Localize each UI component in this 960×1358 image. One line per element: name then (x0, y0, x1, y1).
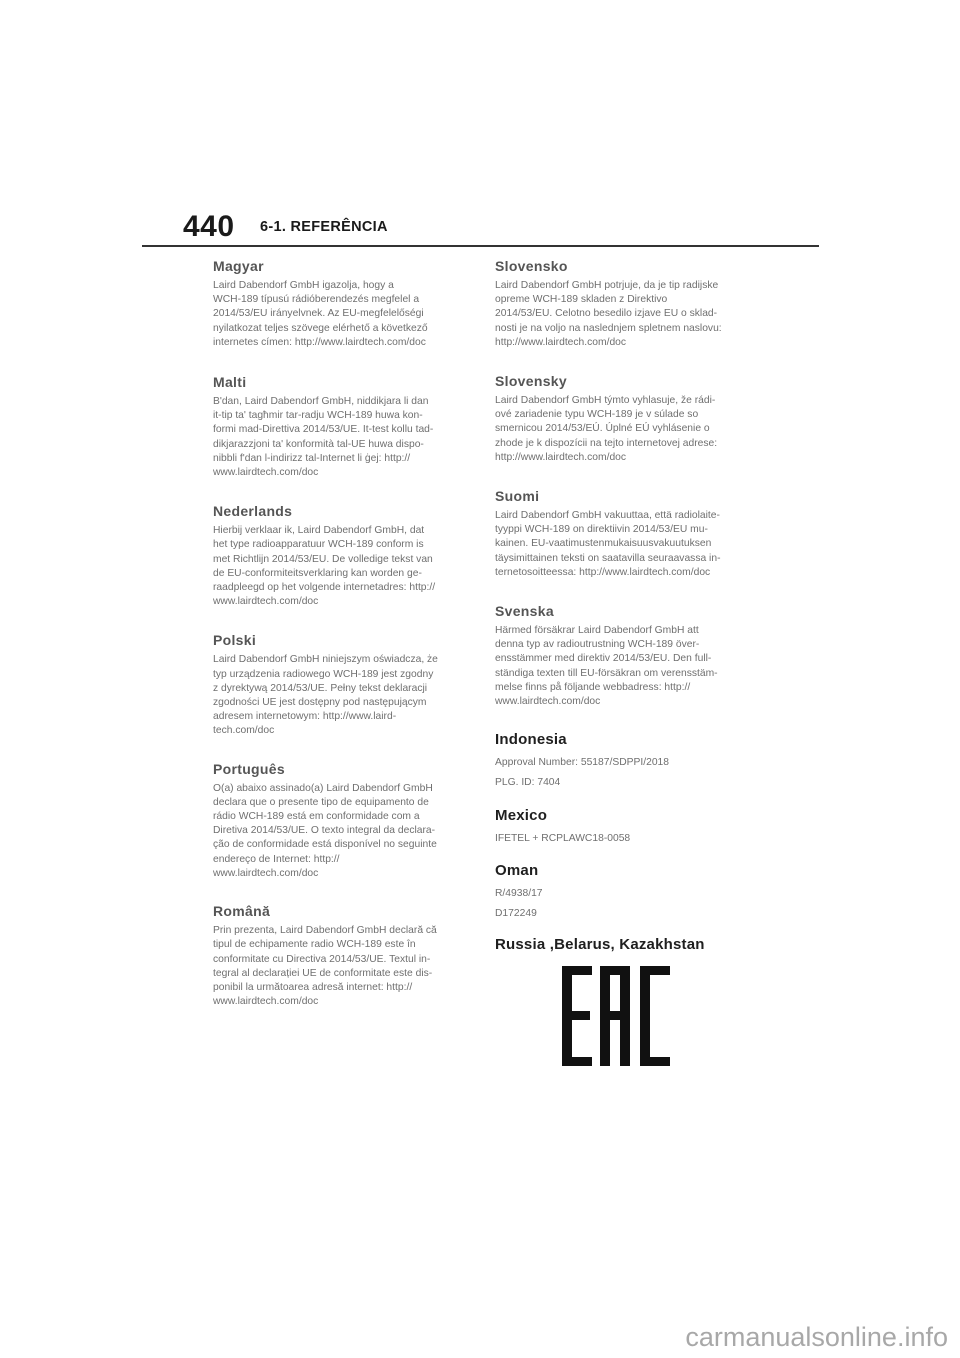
declaration-text: Laird Dabendorf GmbH potrjuje, da je tip radijske opreme WCH-189 skladen z Direktivo 2014/53/EU. Celotno besedilo izjave EU o sklad- nosti je na voljo na naslednjem spletnem naslovu: http://www.lairdtech.com/doc (495, 280, 722, 348)
declaration-polski (213, 632, 471, 738)
language-heading: Polski (213, 632, 257, 649)
left-column (213, 258, 471, 1009)
declaration-portugues (213, 761, 471, 881)
language-heading: Suomi (495, 488, 540, 505)
language-heading: Malti (213, 374, 247, 391)
language-heading: Svenska (495, 603, 554, 620)
approval-indonesia (495, 731, 753, 793)
header-divider (142, 245, 819, 247)
eac-certification-mark (562, 966, 672, 1066)
watermark-text: carmanualsonline.info (685, 1322, 948, 1352)
language-heading: Română (213, 903, 271, 920)
approval-eurasian (495, 936, 753, 953)
declaration-text: O(a) abaixo assinado(a) Laird Dabendorf GmbH declara que o presente tipo de equipamento de rádio WCH-189 está em conformidade com a Diretiva 2014/53/UE. O texto integral da declara- ção de conformidade está disponível no seguinte endereço de Internet: http:// www.lairdtech.com/doc (213, 782, 437, 879)
declaration-text: Laird Dabendorf GmbH týmto vyhlasuje, že rádi- ové zariadenie typu WCH-189 je v súlade so smernicou 2014/53/EÚ. Úplné EÚ vyhlásenie o zhode je k dispozícii na tejto internetovej adrese: http://www.lairdtech.com/doc (495, 395, 718, 463)
declaration-slovensko (495, 258, 753, 350)
country-heading: Russia ,Belarus, Kazakhstan (495, 936, 705, 954)
section-title: 6-1. REFERÊNCIA (260, 219, 388, 235)
language-heading: Nederlands (213, 503, 293, 520)
declaration-text: Laird Dabendorf GmbH vakuuttaa, että radiolaite- tyyppi WCH-189 on direktiivin 2014/53/EU mu- kainen. EU-vaatimustenmukaisuusvakuutuksen täysimittainen teksti on saatavilla seuraavassa in- ternetosoitteessa: http://www.lairdtech.com/doc (495, 510, 721, 578)
declaration-suomi (495, 488, 753, 580)
approval-text: Approval Number: 55187/SDPPI/2018 PLG. ID: 7404 (495, 757, 670, 789)
declaration-text: Laird Dabendorf GmbH igazolja, hogy a WCH-189 típusú rádióberendezés megfelel a 2014/53/EU irányelvnek. Az EU-megfelelőségi nyilatkozat teljes szövege elérhető a következő internetes címen: http://www.lairdtech.com/doc (213, 280, 428, 348)
declaration-text: Hierbij verklaar ik, Laird Dabendorf GmbH, dat het type radioapparatuur WCH-189 conform is met Richtlijn 2014/53/EU. De volledige tekst van de EU-conformiteitsverklaring kan worden ge- raadpleegd op het volgende internetadres: http:// www.lairdtech.com/doc (213, 525, 436, 608)
page-number: 440 (183, 210, 235, 243)
declaration-magyar (213, 258, 471, 350)
eac-mark-glyphs (562, 966, 670, 1066)
approval-oman (495, 862, 753, 924)
declaration-malti (213, 374, 471, 480)
declaration-text: Laird Dabendorf GmbH niniejszym oświadcza, że typ urządzenia radiowego WCH-189 jest zgodny z dyrektywą 2014/53/UE. Pełny tekst deklaracji zgodności UE jest dostępny pod następującym adresem internetowym: http://www.laird- tech.com/doc (213, 654, 438, 737)
declaration-nederlands (213, 503, 471, 609)
declaration-slovensky (495, 373, 753, 465)
country-heading: Oman (495, 862, 539, 880)
declaration-text: B'dan, Laird Dabendorf GmbH, niddikjara li dan it-tip ta' tagħmir tar-radju WCH-189 huwa kon- formi mad-Direttiva 2014/53/UE. It-test kollu tad- dikjarazzjoni ta' konformità tal-UE huwa dispo- nibbli f'dan l-indirizz tal-Internet li ġej: http:// www.lairdtech.com/doc (213, 396, 434, 479)
language-heading: Português (213, 760, 285, 777)
approval-mexico (495, 807, 753, 849)
language-heading: Slovensko (495, 258, 568, 274)
approval-text: R/4938/17 D172249 (495, 888, 543, 920)
declaration-text: Prin prezenta, Laird Dabendorf GmbH declară că tipul de echipamente radio WCH-189 este în conformitate cu Directiva 2014/53/UE. Textul in- tegral al declarației UE de conformitate este dis- ponibil la următoarea adresă internet: http:// www.lairdtech.com/doc (213, 925, 437, 1008)
country-heading: Mexico (495, 807, 548, 825)
language-heading: Slovensky (495, 373, 567, 390)
language-heading: Magyar (213, 258, 264, 274)
declaration-text: Härmed försäkrar Laird Dabendorf GmbH att denna typ av radioutrustning WCH-189 över- ensstämmer med direktiv 2014/53/EU. Den full- ständiga texten till EU-försäkran om verensstäm- melse finns på följande webbadress: http:// www.lairdtech.com/doc (495, 625, 718, 708)
country-heading: Indonesia (495, 731, 567, 749)
right-column (495, 258, 753, 958)
approval-text: IFETEL + RCPLAWC18-0058 (495, 833, 631, 845)
declaration-romana (213, 903, 471, 1009)
declaration-svenska (495, 603, 753, 709)
